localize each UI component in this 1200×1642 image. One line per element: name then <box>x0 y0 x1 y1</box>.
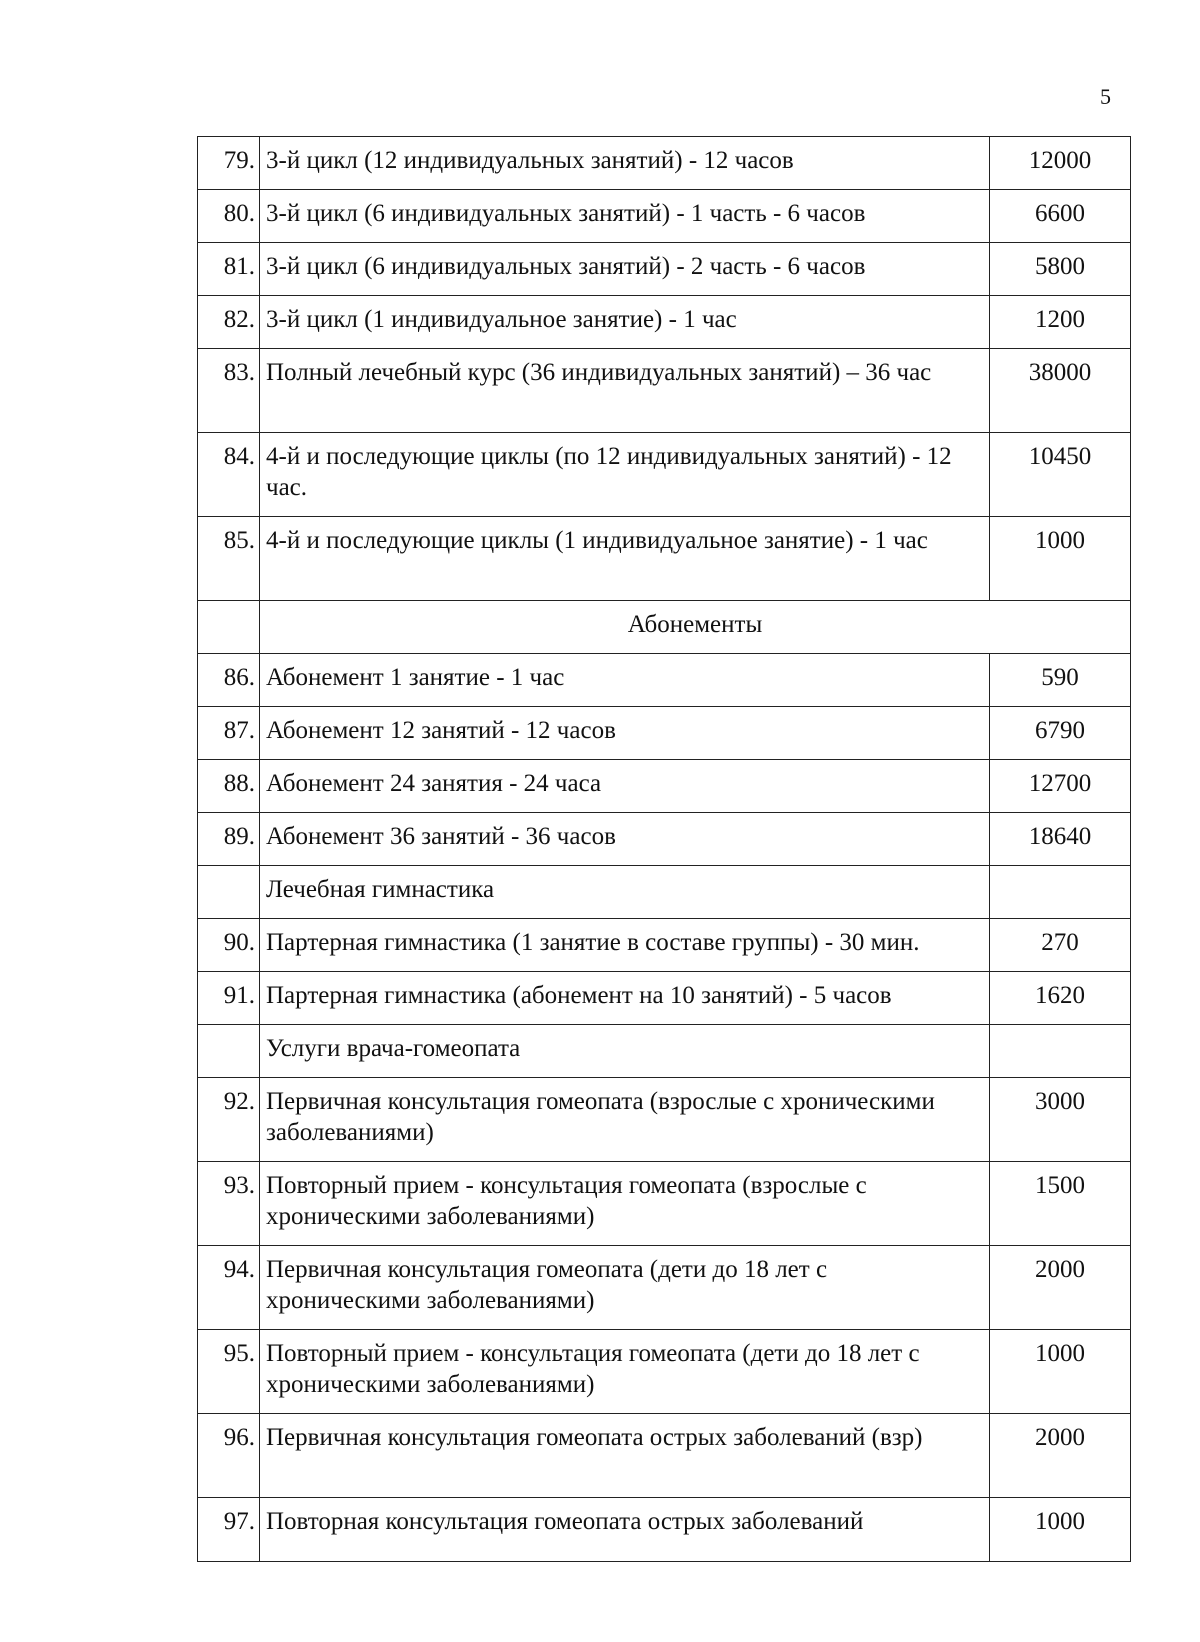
service-name: Первичная консультация гомеопата (дети до 18 лет с хроническими заболеваниями) <box>260 1246 990 1330</box>
service-name: 3-й цикл (1 индивидуальное занятие) - 1 час <box>260 296 990 349</box>
table-row <box>198 243 1131 296</box>
service-name: Полный лечебный курс (36 индивидуальных занятий) – 36 час <box>260 349 990 433</box>
service-name: Повторный прием - консультация гомеопата (дети до 18 лет с хроническими заболеваниями) <box>260 1330 990 1414</box>
table-row <box>198 1078 1131 1162</box>
service-name: Повторный прием - консультация гомеопата (взрослые с хроническими заболеваниями) <box>260 1162 990 1246</box>
row-number: 91. <box>198 972 260 1025</box>
table-row <box>198 760 1131 813</box>
row-number: 90. <box>198 919 260 972</box>
service-name: 4-й и последующие циклы (1 индивидуальное занятие) - 1 час <box>260 517 990 601</box>
service-name: 3-й цикл (12 индивидуальных занятий) - 12 часов <box>260 137 990 190</box>
section-title-homeopath-services: Услуги врача-гомеопата <box>260 1025 990 1078</box>
table-row <box>198 1498 1131 1562</box>
table-row <box>198 1330 1131 1414</box>
service-name: Абонемент 24 занятия - 24 часа <box>260 760 990 813</box>
section-row <box>198 866 1131 919</box>
empty-price-cell <box>990 866 1131 919</box>
row-number: 81. <box>198 243 260 296</box>
section-row <box>198 601 1131 654</box>
service-price: 1000 <box>990 1498 1131 1562</box>
row-number: 92. <box>198 1078 260 1162</box>
row-number: 93. <box>198 1162 260 1246</box>
empty-price-cell <box>990 1025 1131 1078</box>
service-price: 6790 <box>990 707 1131 760</box>
price-table <box>197 136 1131 1562</box>
table-row <box>198 517 1131 601</box>
service-price: 1200 <box>990 296 1131 349</box>
row-number: 97. <box>198 1498 260 1562</box>
row-number: 85. <box>198 517 260 601</box>
service-name: Первичная консультация гомеопата острых заболеваний (взр) <box>260 1414 990 1498</box>
service-name: Партерная гимнастика (абонемент на 10 занятий) - 5 часов <box>260 972 990 1025</box>
row-number: 94. <box>198 1246 260 1330</box>
service-name: 3-й цикл (6 индивидуальных занятий) - 2 часть - 6 часов <box>260 243 990 296</box>
row-number: 79. <box>198 137 260 190</box>
service-price: 2000 <box>990 1414 1131 1498</box>
service-price: 590 <box>990 654 1131 707</box>
table-row <box>198 296 1131 349</box>
service-price: 12000 <box>990 137 1131 190</box>
table-row <box>198 137 1131 190</box>
row-number: 82. <box>198 296 260 349</box>
row-number: 80. <box>198 190 260 243</box>
table-row <box>198 654 1131 707</box>
row-number: 83. <box>198 349 260 433</box>
service-price: 5800 <box>990 243 1131 296</box>
row-number: 88. <box>198 760 260 813</box>
table-row <box>198 1414 1131 1498</box>
section-row <box>198 1025 1131 1078</box>
table-row <box>198 813 1131 866</box>
service-name: Абонемент 36 занятий - 36 часов <box>260 813 990 866</box>
service-price: 38000 <box>990 349 1131 433</box>
service-name: Абонемент 1 занятие - 1 час <box>260 654 990 707</box>
service-price: 270 <box>990 919 1131 972</box>
row-number: 96. <box>198 1414 260 1498</box>
table-row <box>198 433 1131 517</box>
service-price: 1000 <box>990 1330 1131 1414</box>
table-row <box>198 349 1131 433</box>
table-row <box>198 1246 1131 1330</box>
empty-number-cell <box>198 601 260 654</box>
section-title-subscriptions: Абонементы <box>260 601 1131 654</box>
empty-number-cell <box>198 866 260 919</box>
section-title-therapeutic-gymnastics: Лечебная гимнастика <box>260 866 990 919</box>
table-row <box>198 919 1131 972</box>
row-number: 87. <box>198 707 260 760</box>
row-number: 84. <box>198 433 260 517</box>
service-name: Партерная гимнастика (1 занятие в составе группы) - 30 мин. <box>260 919 990 972</box>
service-name: Повторная консультация гомеопата острых заболеваний <box>260 1498 990 1562</box>
service-price: 1620 <box>990 972 1131 1025</box>
empty-number-cell <box>198 1025 260 1078</box>
table-row <box>198 1162 1131 1246</box>
row-number: 86. <box>198 654 260 707</box>
service-price: 12700 <box>990 760 1131 813</box>
service-price: 18640 <box>990 813 1131 866</box>
service-price: 3000 <box>990 1078 1131 1162</box>
row-number: 89. <box>198 813 260 866</box>
table-row <box>198 972 1131 1025</box>
service-name: 3-й цикл (6 индивидуальных занятий) - 1 часть - 6 часов <box>260 190 990 243</box>
service-price: 10450 <box>990 433 1131 517</box>
row-number: 95. <box>198 1330 260 1414</box>
table-row <box>198 190 1131 243</box>
service-price: 2000 <box>990 1246 1131 1330</box>
page-number: 5 <box>1100 84 1111 109</box>
service-name: Первичная консультация гомеопата (взрослые с хроническими заболеваниями) <box>260 1078 990 1162</box>
service-price: 6600 <box>990 190 1131 243</box>
service-name: 4-й и последующие циклы (по 12 индивидуальных занятий) - 12 час. <box>260 433 990 517</box>
service-price: 1500 <box>990 1162 1131 1246</box>
service-name: Абонемент 12 занятий - 12 часов <box>260 707 990 760</box>
service-price: 1000 <box>990 517 1131 601</box>
table-row <box>198 707 1131 760</box>
